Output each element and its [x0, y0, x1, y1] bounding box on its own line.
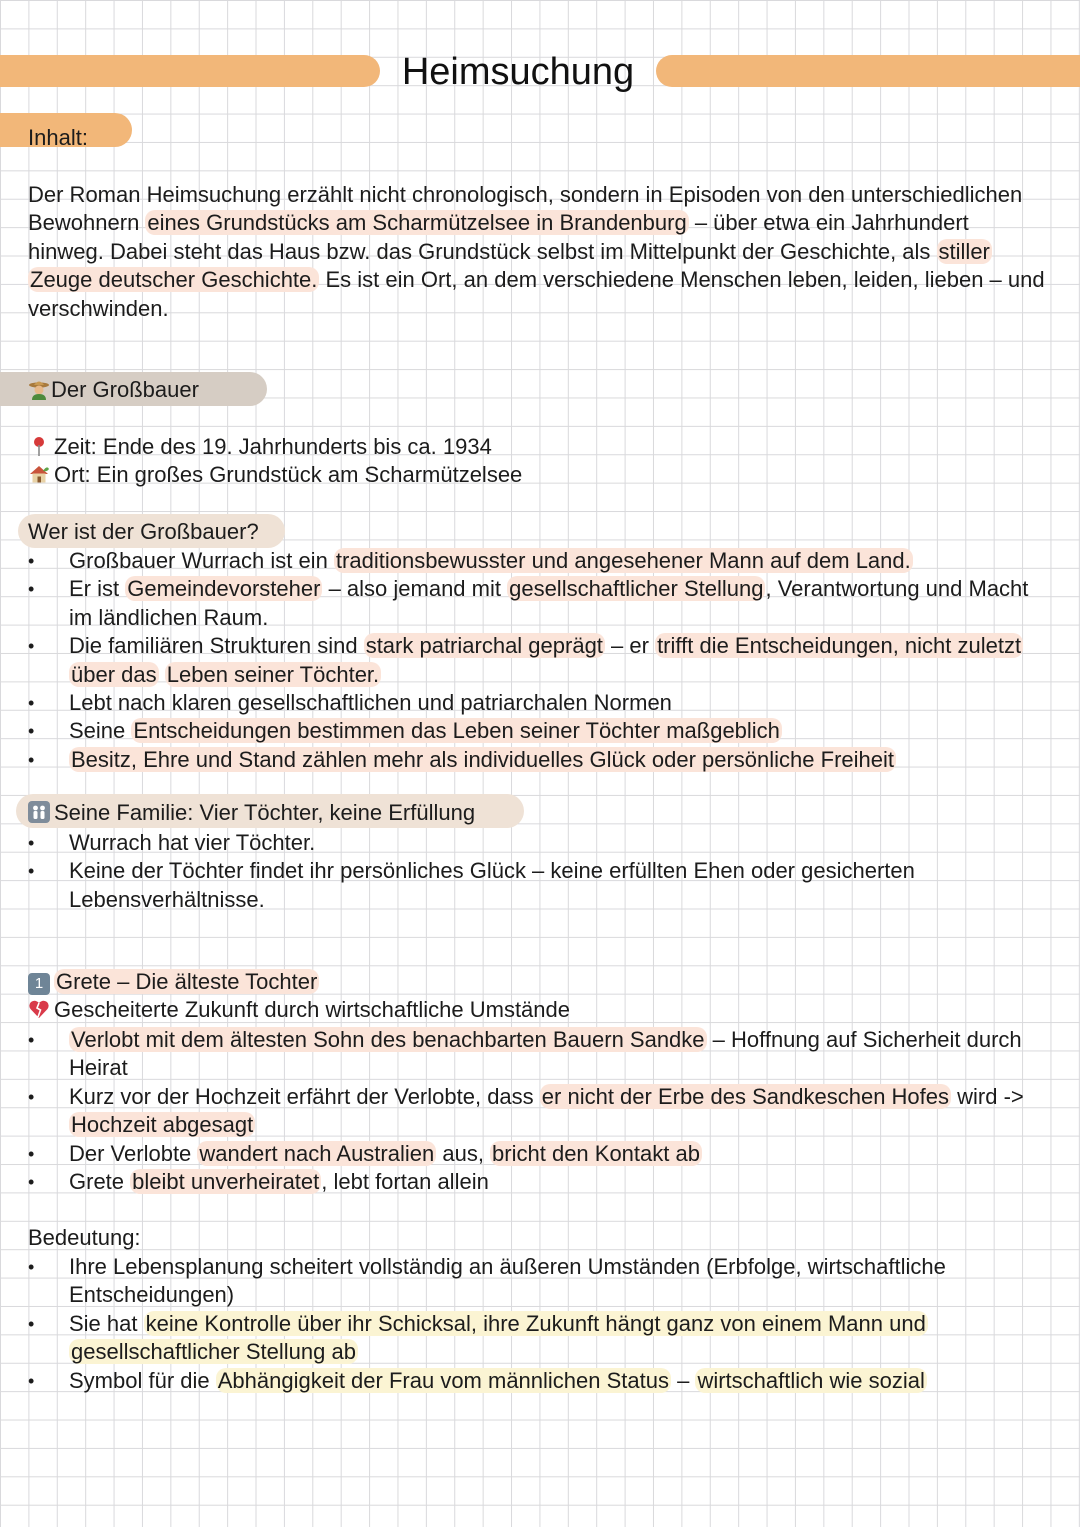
highlight-orange: traditionsbewusster und angesehener Mann auf dem Land. [335, 548, 911, 573]
zeit-text: Zeit: Ende des 19. Jahrhunderts bis ca. 1934 [54, 434, 492, 459]
highlight-orange: wandert nach Australien [199, 1140, 435, 1166]
text-run: Sie hat [69, 1310, 144, 1336]
list-item [28, 746, 1040, 774]
broken-heart-icon [28, 998, 50, 1020]
text-run: wird -> [951, 1083, 1024, 1109]
text-run: Es ist ein Ort, an dem verschiedene Menschen leben, leiden, lieben – und verschwinden. [28, 267, 1045, 321]
text-run: Symbol für die [69, 1367, 216, 1393]
list-item [28, 829, 1040, 857]
highlight-orange: stark patriarchal geprägt [365, 633, 603, 659]
list-item [28, 1253, 1040, 1310]
text-run: – [670, 1367, 696, 1393]
highlight-orange: Besitz, Ehre und Stand zählen mehr als individuelles Glück oder persönliche Freiheit [71, 746, 894, 772]
highlight-orange: Entscheidungen bestimmen das Leben seiner Töchter maßgeblich [133, 718, 780, 744]
list-item [28, 1083, 1040, 1140]
text-run: Großbauer Wurrach ist ein [69, 548, 334, 573]
highlight-orange: Verlobt mit dem ältesten Sohn des benachbarten Bauern Sandke [71, 1027, 705, 1052]
highlight-orange: Gemeindevorsteher [127, 576, 321, 602]
title-bar-right [656, 55, 1080, 87]
text-run: , Verantwortung und Macht im ländlichen Raum. [69, 576, 1029, 630]
ort-line [28, 461, 522, 489]
list-item [28, 1367, 1040, 1395]
highlight-yellow: keine Kontrolle über ihr Schicksal, ihre Zukunft hängt ganz von einem Mann und gesellschaftlicher Stellung ab [71, 1310, 926, 1365]
list-item [28, 689, 1040, 717]
text-run: – er [604, 633, 656, 659]
highlight-orange: bricht den Kontakt ab [492, 1140, 700, 1166]
familie-heading-text: Seine Familie: Vier Töchter, keine Erfüllung [54, 800, 476, 825]
list-item [28, 717, 1040, 745]
text-run: Die familiären Strukturen sind [69, 633, 364, 659]
text-run [159, 662, 165, 687]
grete-heading-text: Grete – Die älteste Tochter [56, 969, 318, 994]
page-title: Heimsuchung [401, 51, 635, 93]
highlight-orange: Leben seiner Töchter. [166, 661, 380, 687]
text-run: Kurz vor der Hochzeit erfährt der Verlobte, dass [69, 1083, 540, 1109]
wer-list [28, 547, 1040, 774]
text-run: – Hoffnung auf Sicherheit durch Heirat [69, 1027, 1022, 1081]
highlight-yellow: wirtschaftlich wie sozial [697, 1367, 925, 1393]
text-run: Grete [69, 1169, 131, 1195]
grete-heading [28, 968, 319, 996]
bedeutung-list [28, 1253, 1040, 1395]
highlight-yellow: Abhängigkeit der Frau vom männlichen Status [217, 1367, 669, 1393]
house-icon [28, 463, 50, 485]
text-run: Lebt nach klaren gesellschaftlichen und patriarchalen Normen [69, 690, 672, 716]
text-run: Er ist [69, 576, 126, 602]
text-run: Der Verlobte [69, 1140, 198, 1166]
text-run: Ihre Lebensplanung scheitert vollständig an äußeren Umständen (Erbfolge, wirtschaftliche Entscheidungen) [69, 1254, 946, 1308]
text-run: Wurrach hat vier Töchter. [69, 830, 316, 855]
grossbauer-heading [28, 376, 199, 404]
list-item [28, 547, 1040, 575]
list-item [28, 1168, 1040, 1196]
text-run: – also jemand mit [322, 576, 508, 602]
grete-subheading-text: Gescheiterte Zukunft durch wirtschaftliche Umstände [54, 997, 571, 1022]
grossbauer-heading-text: Der Großbauer [51, 377, 199, 402]
number-one-icon: 1 [28, 973, 50, 995]
highlight-orange: Hochzeit abgesagt [71, 1112, 254, 1138]
text-run: Keine der Töchter findet ihr persönliches Glück – keine erfüllten Ehen oder gesicherten Lebensverhältnisse. [69, 858, 915, 912]
title-bar-left [0, 55, 380, 87]
ort-text: Ort: Ein großes Grundstück am Scharmützelsee [54, 462, 523, 487]
text-run: , lebt fortan allein [321, 1169, 489, 1195]
highlight-orange: gesellschaftlicher Stellung [509, 576, 764, 602]
zeit-line [28, 433, 492, 461]
familie-list [28, 829, 1040, 914]
wer-heading: Wer ist der Großbauer? [28, 519, 259, 544]
list-item [28, 1026, 1040, 1083]
text-run: Seine [69, 718, 132, 744]
list-item [28, 857, 1040, 914]
familie-heading [28, 799, 475, 827]
list-item [28, 575, 1040, 632]
pin-icon [28, 435, 50, 457]
highlight-orange: er nicht der Erbe des Sandkeschen Hofes [541, 1083, 950, 1109]
highlight-orange: stiller Zeuge deutscher Geschichte. [30, 238, 990, 293]
farmer-icon [28, 378, 50, 400]
list-item [28, 1310, 1040, 1367]
highlight-orange: trifft die Entscheidungen, nicht zuletzt über das [71, 633, 1022, 687]
family-icon [28, 801, 50, 823]
text-run: aus, [436, 1140, 491, 1166]
list-item [28, 1140, 1040, 1168]
inhalt-label: Inhalt: [28, 125, 88, 150]
highlight-orange: bleibt unverheiratet [132, 1169, 320, 1195]
inhalt-text [28, 181, 1048, 323]
text-run: – über etwa ein Jahrhundert hinweg. Dabei steht das Haus bzw. das Grundstück selbst im Mittelpunkt der Geschichte, als [28, 210, 969, 264]
list-item [28, 632, 1040, 689]
bedeutung-label: Bedeutung: [28, 1225, 141, 1250]
grete-subheading [28, 996, 570, 1024]
text-run: Der Roman Heimsuchung erzählt nicht chronologisch, sondern in Episoden von den unterschiedlichen Bewohnern [28, 182, 1023, 236]
highlight-orange: eines Grundstücks am Scharmützelsee in Brandenburg [147, 210, 687, 236]
grete-list [28, 1026, 1040, 1196]
